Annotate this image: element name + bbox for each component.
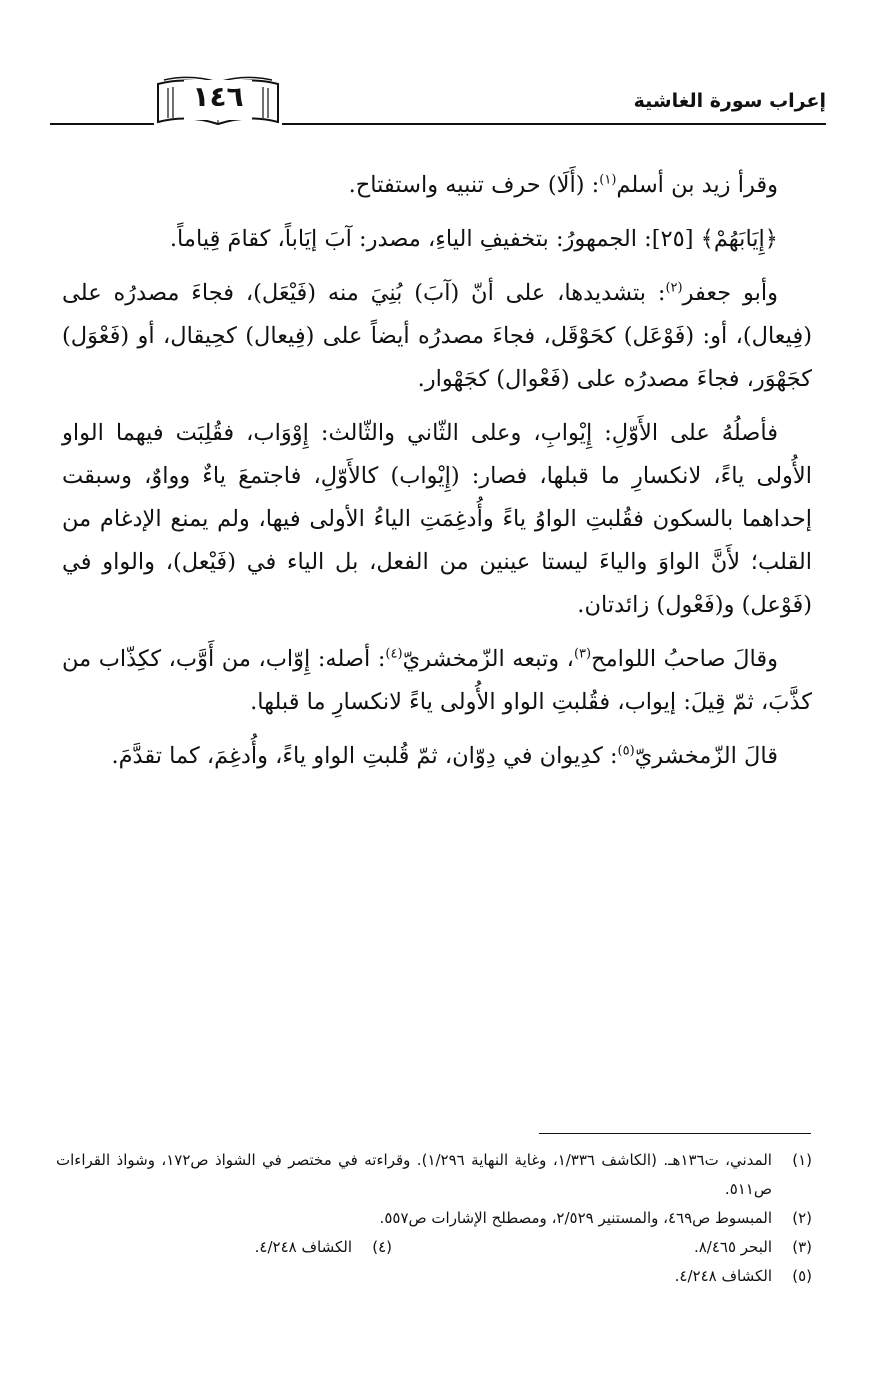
footnote-number: (٥) [792,1267,812,1285]
chapter-title: إعراب سورة الغاشية [633,90,826,112]
text-run: قالَ الزّمخشريّ [634,743,778,769]
text-run: : (أَلَا) حرف تنبيه واستفتاح. [348,172,600,198]
footnote-row [56,1233,812,1262]
page-number-badge [154,74,282,128]
footnote [255,1233,392,1262]
footnote-separator [539,1133,811,1134]
text-run: وقالَ صاحبُ اللوامح [591,646,778,672]
footnote [56,1262,812,1291]
footnote-text: المبسوط ص٤٦٩، والمستنير ٢/٥٢٩، ومصطلح الإشارات ص٥٥٧. [379,1209,772,1227]
footnote-number: (٤) [372,1238,392,1256]
text-run: : بتشديدها، على أنّ (آبَ) بُنِيَ منه (فَيْعَل)، فجاءَ مصدرُه على (فِيعال)، أو: (فَوْعَل) كحَوْقَل، فجاءَ مصدرُه أيضاً على (فِيعال) كحِيقال، أو (فَعْوَل) كجَهْوَر، فجاءَ مصدرُه على (فَعْوال) كجَهْوار. [62,280,812,392]
page-number: ١٤٦ [192,80,244,113]
text-run: : أصله: إِوّاب، من أَوَّب، ككِذّاب من كذَّبَ، ثمّ قِيلَ: إيواب، فقُلبتِ الواو الأُولى ياءً لانكسارِ ما قبلها. [62,646,812,715]
footnote-text: المدني، ت١٣٦هـ. (الكاشف ١/٣٣٦، وغاية النهاية ١/٢٩٦). وقراءته في مختصر في الشواذ ص١٧٢، وشواذ القراءات ص٥١١. [56,1151,772,1198]
text-run: : كدِيوان في دِوّان، ثمّ قُلبتِ الواو ياءً، وأُدغِمَ، كما تقدَّمَ. [111,743,618,769]
footnote [56,1146,812,1204]
footnotes [56,1146,812,1291]
main-text [62,164,812,789]
footnote-text: الكشاف ٤/٢٤٨. [674,1267,772,1285]
paragraph: فأصلُهُ على الأَوّلِ: إِيْوابِ، وعلى الثّاني والثّالث: إِوْوَاب، فقُلِبَت فيهما الواو الأُولى ياءً، لانكسارِ ما قبلها، فصار: (إِيْواب) كالأَوّلِ، فاجتمعَ ياءٌ وواوٌ، وسبقت إحداهما بالسكون فقُلبتِ الواوُ ياءً وأُدغِمَتِ الياءُ الأولى فيها، ولم يمنع الإدغام من القلب؛ لأَنَّ الواوَ والياءَ ليستا عينين من الفعل، بل الياء في (فَيْعل)، والواو في (فَوْعل) و(فَعْول) زائدتان. [62,420,812,618]
text-run: ، وتبعه الزّمخشريّ [402,646,574,672]
footnote-text: البحر ٨/٤٦٥. [693,1238,772,1256]
paragraph [62,638,812,724]
footnote-number: (٢) [792,1209,812,1227]
text-run: وأبو جعفر [682,280,778,306]
paragraph [62,735,812,778]
footnote [56,1204,812,1233]
footnote [694,1233,812,1262]
footnote-number: (١) [792,1151,812,1169]
footnote-ref[interactable]: (٣) [573,646,592,662]
footnote-ref[interactable]: (١) [599,172,617,188]
footnote-ref[interactable]: (٤) [385,646,403,662]
footnote-ref[interactable]: (٥) [617,743,635,759]
paragraph [62,164,812,207]
page-header [50,74,826,134]
paragraph: ﴿إِيَابَهُمْ﴾ [٢٥]: الجمهورُ: بتخفيفِ الياءِ، مصدر: آبَ إيَاباً، كقامَ قِياماً. [169,226,778,252]
text-run: وقرأ زيد بن أسلم [616,172,778,198]
footnote-number: (٣) [792,1238,812,1256]
footnote-text: الكشاف ٤/٢٤٨. [254,1238,352,1256]
paragraph [62,272,812,401]
footnote-ref[interactable]: (٢) [665,280,683,296]
